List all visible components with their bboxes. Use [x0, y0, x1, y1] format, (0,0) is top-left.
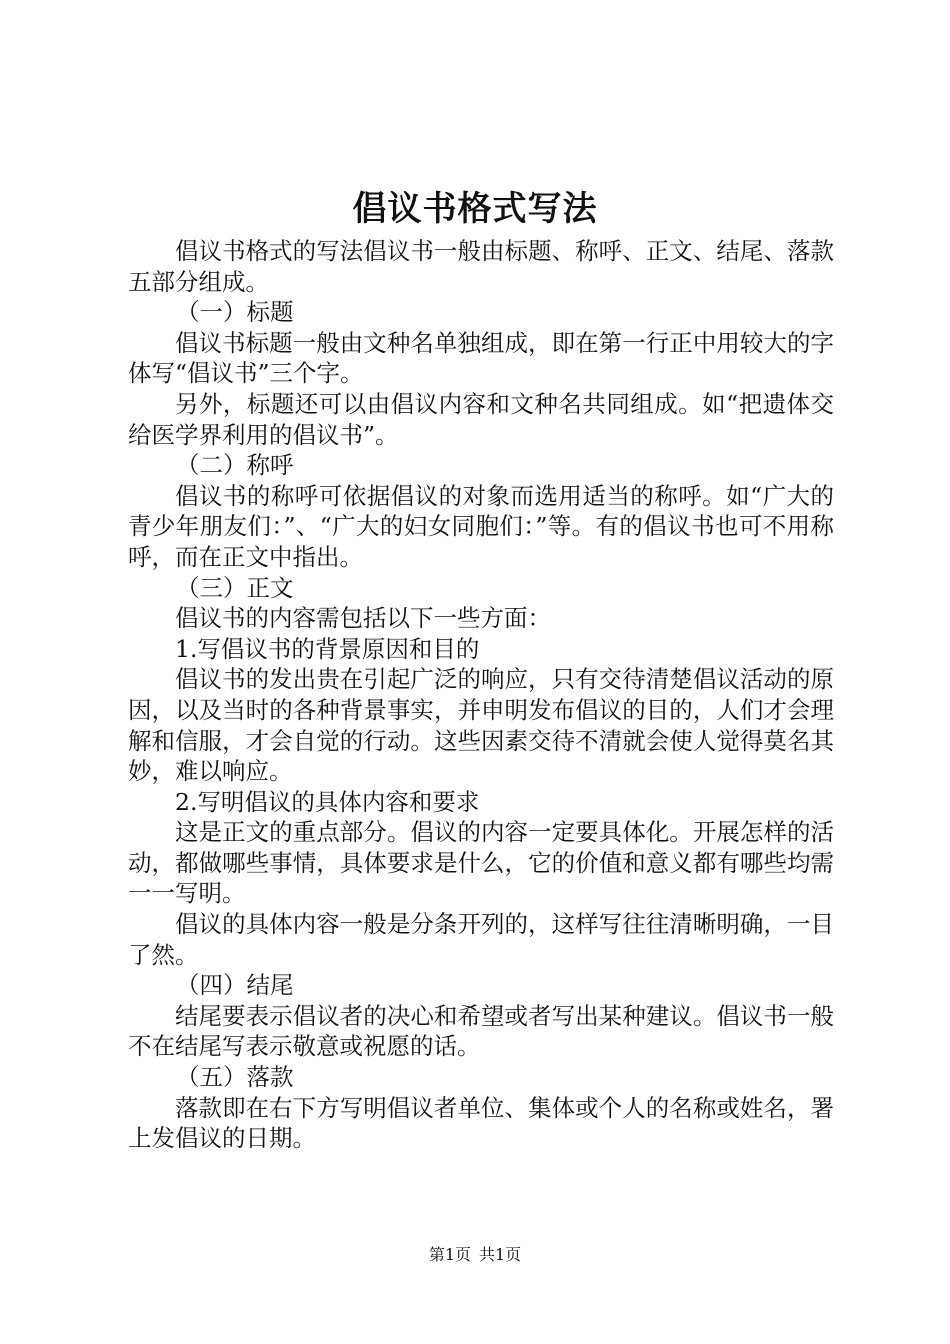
section-heading-body: （三）正文 — [176, 573, 294, 602]
paragraph: 倡议书的内容需包括以下一些方面： — [175, 604, 551, 633]
subheading: 1.写倡议书的背景原因和目的 — [175, 634, 480, 663]
section-heading-title: （一）标题 — [176, 298, 294, 327]
section-heading-salutation: （二）称呼 — [176, 451, 294, 480]
paragraph: 倡议的具体内容一般是分条开列的，这样写往往清晰明确，一目了然。 — [128, 910, 834, 969]
document-body — [128, 236, 834, 1154]
paragraph: 落款即在右下方写明倡议者单位、集体或个人的名称或姓名，署上发倡议的日期。 — [128, 1093, 834, 1153]
paragraph: 结尾要表示倡议者的决心和希望或者写出某种建议。倡议书一般不在结尾写表示敬意或祝愿的话。 — [128, 1001, 834, 1061]
paragraph: 倡议书的发出贵在引起广泛的响应，只有交待清楚倡议活动的原因，以及当时的各种背景事实，并申明发布倡议的目的，人们才会理解和信服，才会自觉的行动。这些因素交待不清就会使人觉得莫名其妙，难以响应。 — [128, 665, 834, 786]
page-number-total: 共1页 — [479, 1245, 522, 1264]
subheading: 2.写明倡议的具体内容和要求 — [175, 787, 480, 816]
page-number-current: 第1页 — [428, 1245, 471, 1264]
document-title: 倡议书格式写法 — [352, 189, 598, 229]
paragraph: 倡议书的称呼可依据倡议的对象而选用适当的称呼。如“广大的青少年朋友们：”、“广大的妇女同胞们：”等。有的倡议书也可不用称呼，而在正文中指出。 — [128, 481, 834, 571]
section-heading-ending: （四）结尾 — [176, 971, 294, 1000]
paragraph-intro: 倡议书格式的写法倡议书一般由标题、称呼、正文、结尾、落款五部分组成。 — [128, 237, 834, 296]
paragraph: 倡议书标题一般由文种名单独组成，即在第一行正中用较大的字体写“倡议书”三个字。 — [128, 328, 834, 388]
paragraph: 这是正文的重点部分。倡议的内容一定要具体化。开展怎样的活动，都做哪些事情，具体要求是什么，它的价值和意义都有哪些均需一一写明。 — [128, 818, 834, 908]
section-heading-signature: （五）落款 — [176, 1063, 294, 1092]
paragraph: 另外，标题还可以由倡议内容和文种名共同组成。如“把遗体交给医学界利用的倡议书”。 — [128, 389, 834, 449]
page-footer — [0, 1245, 950, 1265]
